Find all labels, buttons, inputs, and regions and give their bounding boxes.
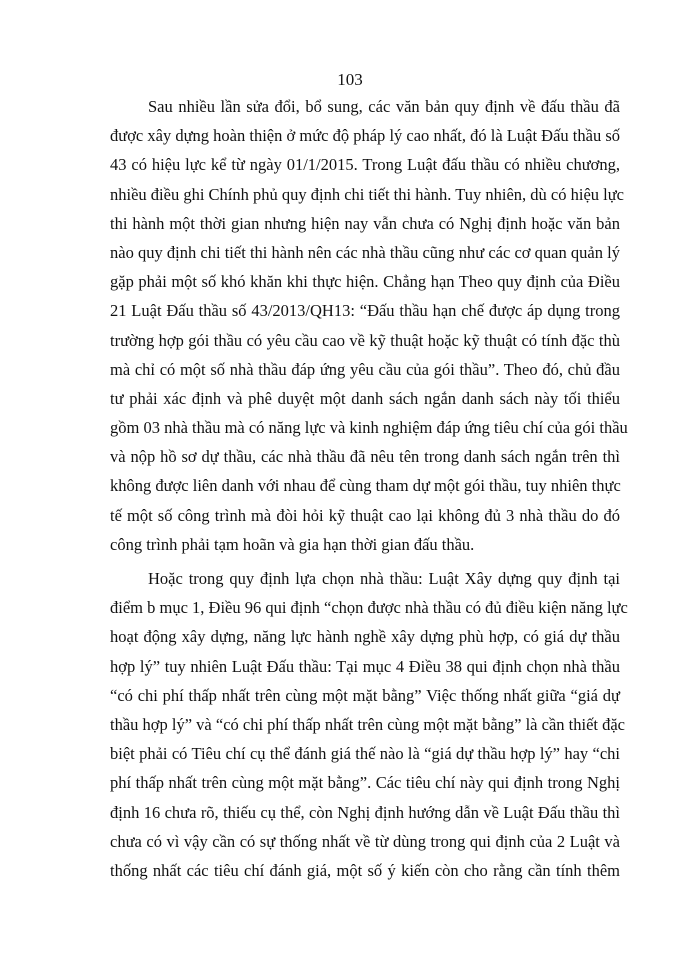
text-line: không được liên danh với nhau để cùng tham dự một gói thầu, tuy nhiên thực bbox=[110, 476, 621, 496]
text-line: trường hợp gói thầu có yêu cầu cao về kỹ thuật hoặc kỹ thuật có tính đặc thù bbox=[110, 330, 620, 350]
text-line: phí thấp nhất trên cùng một mặt bằng”. Các tiêu chí này qui định trong Nghị bbox=[110, 773, 620, 793]
text-line: “có chi phí thấp nhất trên cùng một mặt bằng” Việc thống nhất giữa “giá dự bbox=[110, 685, 620, 705]
text-line: hợp lý” tuy nhiên Luật Đấu thầu: Tại mục 4 Điều 38 qui định chọn nhà thầu bbox=[110, 656, 620, 676]
text-line: 21 Luật Đấu thầu số 43/2013/QH13: “Đấu thầu hạn chế được áp dụng trong bbox=[110, 301, 620, 321]
text-line: biệt phải có Tiêu chí cụ thể đánh giá thế nào là “giá dự thầu hợp lý” hay “chi bbox=[110, 744, 620, 764]
text-line: công trình phải tạm hoãn và gia hạn thời gian đấu thầu. bbox=[110, 534, 475, 554]
text-line: nhiều điều ghi Chính phủ quy định chi tiết thi hành. Tuy nhiên, dù có hiệu lực bbox=[110, 184, 624, 204]
paragraph bbox=[110, 92, 628, 559]
text-line: gặp phải một số khó khăn khi thực hiện. Chẳng hạn Theo quy định của Điều bbox=[110, 272, 620, 292]
text-line: 43 có hiệu lực kể từ ngày 01/1/2015. Trong Luật đấu thầu có nhiều chương, bbox=[110, 155, 620, 175]
paragraph bbox=[110, 564, 628, 885]
text-line: tế một số công trình mà đòi hỏi kỹ thuật cao lại không đủ 3 nhà thầu do đó bbox=[110, 505, 620, 525]
text-line: định 16 chưa rõ, thiếu cụ thể, còn Nghị định hướng dẫn về Luật Đấu thầu thì bbox=[110, 802, 620, 822]
text-line: mà chỉ có một số nhà thầu đáp ứng yêu cầu của gói thầu”. Theo đó, chủ đầu bbox=[110, 359, 620, 379]
text-line: gồm 03 nhà thầu mà có năng lực và kinh nghiệm đáp ứng tiêu chí của gói thầu bbox=[110, 418, 628, 438]
text-line: thi hành một thời gian nhưng hiện nay vẫn chưa có Nghị định hoặc văn bản bbox=[110, 213, 620, 233]
text-line: chưa có vì vậy cần có sự thống nhất về từ dùng trong qui định của 2 Luật và bbox=[110, 831, 620, 851]
text-line: thống nhất các tiêu chí đánh giá, một số ý kiến còn cho rằng cần tính thêm bbox=[110, 860, 620, 880]
text-line: điểm b mục 1, Điều 96 qui định “chọn được nhà thầu có đủ điều kiện năng lực bbox=[110, 598, 628, 618]
body-text bbox=[110, 92, 628, 885]
text-line: thầu hợp lý” và “có chi phí thấp nhất trên cùng một mặt bằng” là cần thiết đặc bbox=[110, 714, 626, 734]
text-line: Sau nhiều lần sửa đổi, bổ sung, các văn bản quy định về đấu thầu đã bbox=[148, 97, 620, 116]
text-line: hoạt động xây dựng, năng lực hành nghề xây dựng phù hợp, có giá dự thầu bbox=[110, 627, 620, 647]
text-line: được xây dựng hoàn thiện ở mức độ pháp lý cao nhất, đó là Luật Đấu thầu số bbox=[110, 126, 620, 146]
text-line: Hoặc trong quy định lựa chọn nhà thầu: Luật Xây dựng quy định tại bbox=[148, 569, 620, 588]
page-number: 103 bbox=[337, 70, 363, 89]
text-line: và nộp hồ sơ dự thầu, các nhà thầu đã nêu tên trong danh sách ngắn trên thì bbox=[110, 447, 620, 467]
text-line: nào quy định chi tiết thi hành nên các nhà thầu cũng như các cơ quan quản lý bbox=[110, 242, 620, 262]
text-line: tư phải xác định và phê duyệt một danh sách ngắn danh sách này tối thiểu bbox=[110, 388, 620, 408]
